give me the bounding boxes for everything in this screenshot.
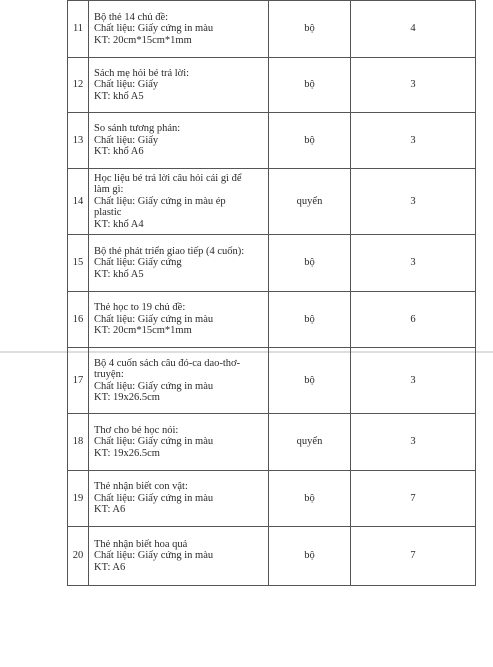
quantity-cell: 3 (351, 235, 476, 292)
description-line: Chất liệu: Giấy cứng (94, 257, 182, 269)
unit-cell: quyển (269, 414, 351, 471)
unit-cell: bộ (269, 113, 351, 169)
description-line: Chất liệu: Giấy cứng in màu (94, 380, 214, 392)
quantity-cell: 7 (351, 471, 476, 527)
row-number: 12 (68, 58, 89, 113)
description-line: KT: khổ A6 (94, 146, 144, 158)
description-line: Sách mẹ hỏi bé trả lời: (94, 67, 190, 79)
description-line: Chất liệu: Giấy cứng in màu (94, 23, 214, 35)
row-number: 18 (68, 414, 89, 471)
description-line: Bộ 4 cuốn sách câu đó-ca dao-thơ- (94, 357, 241, 369)
description-line: KT: 19x26.5cm (94, 447, 160, 459)
description-line: Chất liệu: Giấy cứng in màu (94, 313, 214, 325)
description-line: Thẻ học to 19 chủ đề: (94, 302, 186, 314)
description-line: Thẻ nhận biết hoa quả (94, 538, 188, 550)
description-line: Học liệu bé trả lời câu hỏi cái gì để (94, 172, 242, 184)
description-line: Bộ thẻ 14 chủ đề: (94, 11, 169, 23)
equipment-table (67, 0, 476, 586)
table-row (68, 414, 476, 471)
row-number: 11 (68, 1, 89, 58)
item-description (89, 471, 269, 527)
description-line: KT: A6 (94, 504, 126, 516)
item-description (89, 292, 269, 348)
table-row (68, 527, 476, 586)
quantity-cell: 3 (351, 113, 476, 169)
table-row (68, 471, 476, 527)
quantity-cell: 4 (351, 1, 476, 58)
unit-cell: quyển (269, 169, 351, 235)
row-number: 17 (68, 348, 89, 414)
description-line: truyện: (94, 369, 124, 380)
item-description (89, 113, 269, 169)
quantity-cell: 7 (351, 527, 476, 586)
description-line: So sánh tương phản: (94, 123, 181, 135)
description-line: KT: khổ A5 (94, 268, 144, 280)
item-description (89, 527, 269, 586)
quantity-cell: 3 (351, 348, 476, 414)
row-number: 15 (68, 235, 89, 292)
item-description (89, 414, 269, 471)
item-description (89, 348, 269, 414)
quantity-cell: 3 (351, 169, 476, 235)
description-line: KT: A6 (94, 561, 126, 573)
row-number: 13 (68, 113, 89, 169)
description-line: làm gì: (94, 184, 124, 196)
table-row (68, 235, 476, 292)
description-line: plastic (94, 207, 122, 219)
row-number: 19 (68, 471, 89, 527)
unit-cell: bộ (269, 58, 351, 113)
description-line: Chất liệu: Giấy cứng in màu (94, 492, 214, 504)
item-description (89, 235, 269, 292)
description-line: KT: khổ A5 (94, 90, 144, 102)
row-number: 14 (68, 169, 89, 235)
unit-cell: bộ (269, 235, 351, 292)
description-line: Thẻ nhận biết con vật: (94, 481, 188, 493)
description-line: Chất liệu: Giấy cứng in màu (94, 550, 214, 562)
table-row (68, 58, 476, 113)
table-row (68, 169, 476, 235)
description-line: Chất liệu: Giấy cứng in màu ép (94, 195, 226, 207)
unit-cell: bộ (269, 471, 351, 527)
unit-cell: bộ (269, 1, 351, 58)
table-row (68, 113, 476, 169)
description-line: KT: 20cm*15cm*1mm (94, 34, 192, 46)
table-row (68, 292, 476, 348)
description-line: Chất liệu: Giấy (94, 79, 159, 91)
description-line: KT: 19x26.5cm (94, 392, 160, 403)
quantity-cell: 3 (351, 414, 476, 471)
row-number: 16 (68, 292, 89, 348)
quantity-cell: 6 (351, 292, 476, 348)
description-line: Chất liệu: Giấy (94, 134, 159, 146)
description-line: KT: 20cm*15cm*1mm (94, 325, 192, 337)
row-number: 20 (68, 527, 89, 586)
item-description (89, 58, 269, 113)
unit-cell: bộ (269, 527, 351, 586)
item-description (89, 1, 269, 58)
table-row (68, 1, 476, 58)
equipment-table-body (68, 1, 476, 586)
description-line: Bộ thẻ phát triển giao tiếp (4 cuốn): (94, 245, 245, 257)
item-description (89, 169, 269, 235)
unit-cell: bộ (269, 292, 351, 348)
unit-cell: bộ (269, 348, 351, 414)
description-line: KT: khổ A4 (94, 218, 144, 230)
quantity-cell: 3 (351, 58, 476, 113)
description-line: Chất liệu: Giấy cứng in màu (94, 436, 214, 448)
table-row (68, 348, 476, 414)
description-line: Thơ cho bé học nói: (94, 424, 179, 436)
